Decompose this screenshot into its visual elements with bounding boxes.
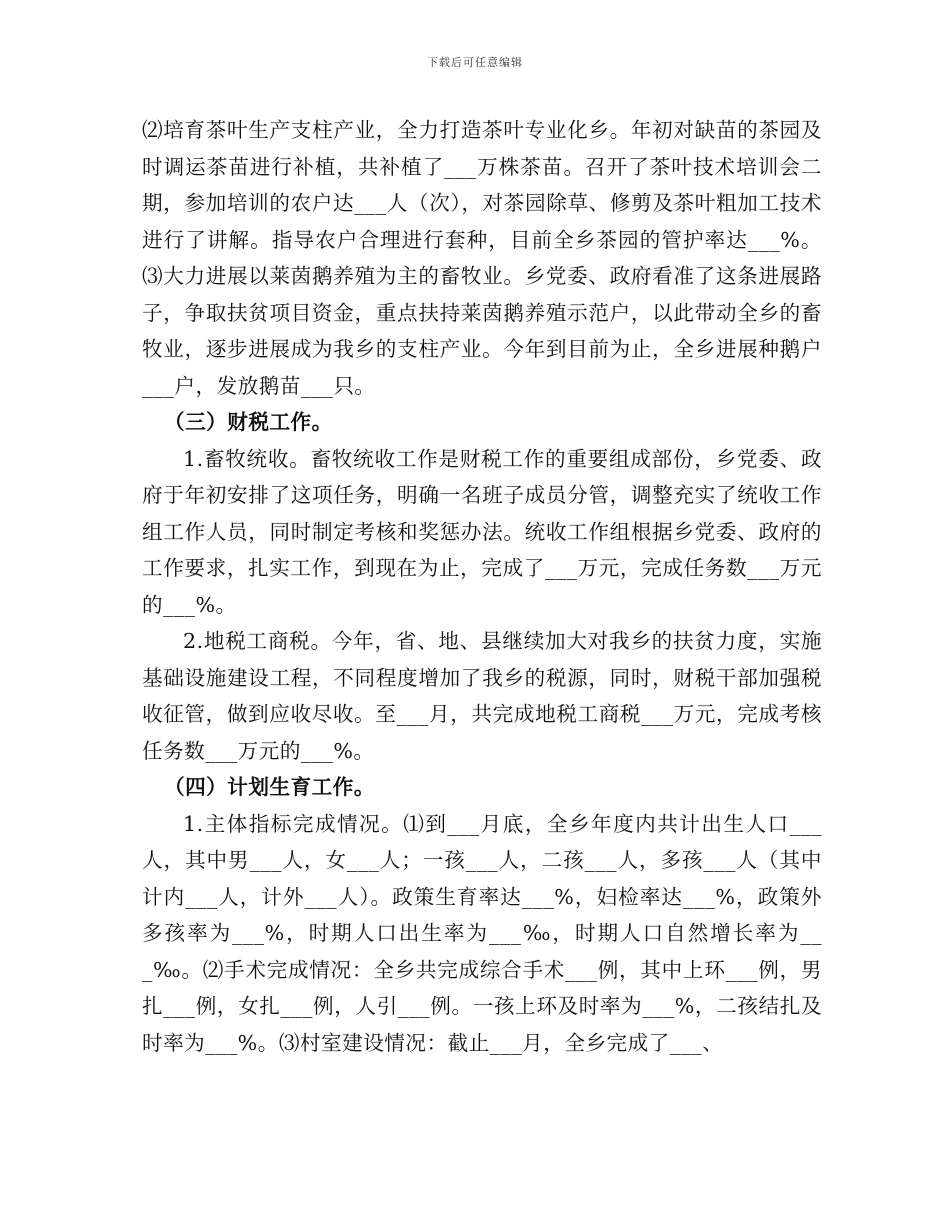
page-header-note: 下载后可任意编辑 xyxy=(427,56,523,69)
paragraph-main-indicators: 1.主体指标完成情况。⑴到___月底，全乡年度内共计出生人口___人，其中男___人，女___人；一孩___人，二孩___人，多孩___人（其中计内___人，计外___人）。政策生育率达___%，妇检率达___%，政策外多孩率为___%，时期人口出生率为___‰，时期人口自然增长率为___‰。⑵手术完成情况：全乡共完成综合手术___例，其中上环___例，男扎___例，女扎___例，人引___例。一孩上环及时率为___%，二孩结扎及时率为___%。⑶村室建设情况：截止___月，全乡完成了___、 xyxy=(142,811,822,1055)
section-heading-finance-tax: （三）财税工作。 xyxy=(164,410,333,434)
section-heading-family-planning: （四）计划生育工作。 xyxy=(164,775,375,799)
document-body xyxy=(142,112,822,1061)
paragraph-local-tax: 2.地税工商税。今年，省、地、县继续加大对我乡的扶贫力度，实施基础设施建设工程，不同程度增加了我乡的税源，同时，财税干部加强税收征管，做到应收尽收。至___月，共完成地税工商税___万元，完成考核任务数___万元的___%。 xyxy=(142,629,822,763)
paragraph-livestock-collection: 1.畜牧统收。畜牧统收工作是财税工作的重要组成部份，乡党委、政府于年初安排了这项任务，明确一名班子成员分管，调整充实了统收工作组工作人员，同时制定考核和奖惩办法。统收工作组根据乡党委、政府的工作要求，扎实工作，到现在为止，完成了___万元，完成任务数___万元的___%。 xyxy=(142,446,822,617)
paragraph-tea-industry: ⑵培育茶叶生产支柱产业，全力打造茶叶专业化乡。年初对缺苗的茶园及时调运茶苗进行补植，共补植了___万株茶苗。召开了茶叶技术培训会二期，参加培训的农户达___人（次），对茶园除草、修剪及茶叶粗加工技术进行了讲解。指导农户合理进行套种，目前全乡茶园的管护率达___%。⑶大力进展以莱茵鹅养殖为主的畜牧业。乡党委、政府看准了这条进展路子，争取扶贫项目资金，重点扶持莱茵鹅养殖示范户，以此带动全乡的畜牧业，逐步进展成为我乡的支柱产业。今年到目前为止，全乡进展种鹅户___户，发放鹅苗___只。 xyxy=(142,118,822,398)
